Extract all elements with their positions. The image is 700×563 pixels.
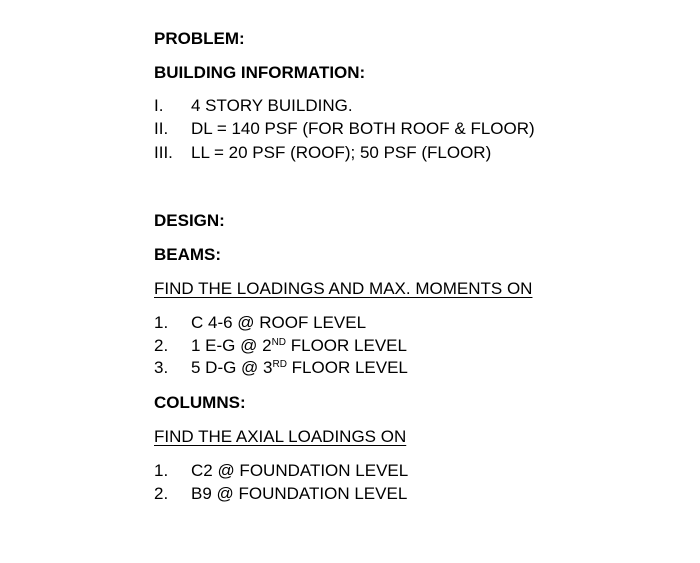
list-marker: 3.	[154, 358, 169, 377]
beam-item	[154, 313, 366, 333]
list-marker: 2.	[154, 336, 169, 355]
problem-heading: PROBLEM:	[154, 29, 245, 48]
beam-item	[154, 358, 408, 378]
list-item-text: 5 D-G @ 3	[191, 358, 273, 377]
problem-document	[154, 0, 684, 563]
list-marker: 1.	[154, 461, 169, 480]
column-item	[154, 461, 408, 481]
columns-instruction: FIND THE AXIAL LOADINGS ON	[154, 427, 407, 446]
list-item-text: C 4-6 @ ROOF LEVEL	[191, 313, 367, 332]
beams-instruction: FIND THE LOADINGS AND MAX. MOMENTS ON	[154, 279, 533, 298]
beams-heading: BEAMS:	[154, 245, 222, 264]
building-info-item	[154, 143, 491, 163]
building-info-heading: BUILDING INFORMATION:	[154, 63, 366, 82]
list-item-text: FLOOR LEVEL	[286, 358, 408, 377]
list-marker: 2.	[154, 484, 169, 503]
list-item-text: FLOOR LEVEL	[286, 336, 407, 355]
building-info-item	[154, 96, 353, 116]
ordinal-suffix: ND	[271, 337, 287, 348]
list-item-text: DL = 140 PSF (FOR BOTH ROOF & FLOOR)	[191, 119, 535, 138]
list-item-text: C2 @ FOUNDATION LEVEL	[191, 461, 409, 480]
building-info-item	[154, 119, 535, 139]
ordinal-suffix: RD	[272, 359, 287, 370]
column-item	[154, 484, 407, 504]
list-marker: III.	[154, 143, 173, 162]
list-item-text: LL = 20 PSF (ROOF); 50 PSF (FLOOR)	[191, 143, 492, 162]
design-heading: DESIGN:	[154, 211, 225, 230]
list-marker: 1.	[154, 313, 169, 332]
list-item-text: 1 E-G @ 2	[191, 336, 272, 355]
columns-heading: COLUMNS:	[154, 393, 246, 412]
list-marker: II.	[154, 119, 169, 138]
list-item-text: 4 STORY BUILDING.	[191, 96, 353, 115]
list-item-text: B9 @ FOUNDATION LEVEL	[191, 484, 408, 503]
beam-item	[154, 336, 407, 356]
list-marker: I.	[154, 96, 164, 115]
